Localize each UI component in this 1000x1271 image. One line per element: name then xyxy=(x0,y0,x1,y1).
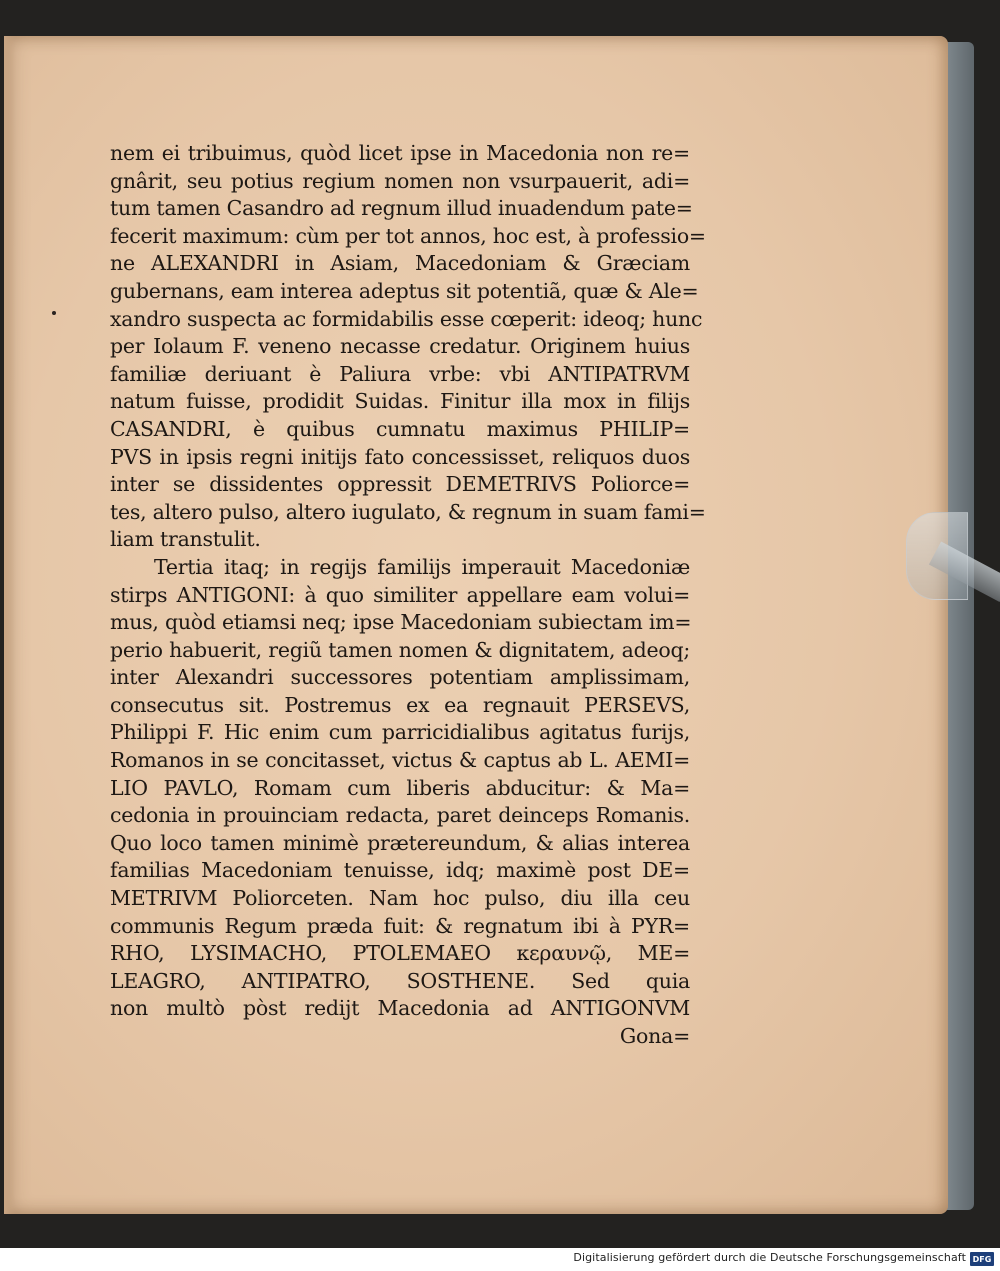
paragraph-start-line: Tertia itaq; in regijs familijs imperauit Macedoniæ xyxy=(154,554,690,579)
text-line: fecerit maximum: cùm per tot annos, hoc est, à professio= xyxy=(110,223,706,248)
text-line: per Iolaum F. veneno necasse credatur. Originem huius xyxy=(110,334,690,359)
footer-bar xyxy=(0,1248,1000,1271)
text-line: liam transtulit. xyxy=(110,527,261,552)
text-line: consecutus sit. Postremus ex ea regnauit PERSEVS, xyxy=(110,692,690,717)
text-line: tes, altero pulso, altero iugulato, & regnum in suam fami= xyxy=(110,499,706,524)
text-line: LEAGRO, ANTIPATRO, SOSTHENE. Sed quia xyxy=(110,968,690,993)
text-line: familiæ deriuant è Paliura vrbe: vbi ANTIPATRVM xyxy=(110,361,690,386)
ink-speck xyxy=(52,311,56,315)
text-line: familias Macedoniam tenuisse, idq; maximè post DE= xyxy=(110,858,690,883)
text-line: Quo loco tamen minimè prætereundum, & alias interea xyxy=(110,830,690,855)
text-line: gubernans, eam interea adeptus sit potentiã, quæ & Ale= xyxy=(110,278,699,303)
text-line: LIO PAVLO, Romam cum liberis abducitur: & Ma= xyxy=(110,775,690,800)
text-line: natum fuisse, prodidit Suidas. Finitur illa mox in filijs xyxy=(110,389,690,414)
text-line: Philippi F. Hic enim cum parricidialibus agitatus furijs, xyxy=(110,720,690,745)
text-line: tum tamen Casandro ad regnum illud inuadendum pate= xyxy=(110,196,693,221)
text-line: stirps ANTIGONI: à quo similiter appellare eam volui= xyxy=(110,582,690,607)
dfg-logo-icon: DFG xyxy=(970,1252,994,1266)
funding-credit: Digitalisierung gefördert durch die Deutsche Forschungsgemeinschaft xyxy=(573,1251,966,1264)
text-line: mus, quòd etiamsi neq; ipse Macedoniam subiectam im= xyxy=(110,610,692,635)
catchword: Gona= xyxy=(619,1024,690,1048)
text-line: nem ei tribuimus, quòd licet ipse in Macedonia non re= xyxy=(110,141,690,165)
text-line: CASANDRI, è quibus cumnatu maximus PHILIP= xyxy=(110,416,690,441)
text-line: Romanos in se concitasset, victus & captus ab L. AEMI= xyxy=(110,748,690,773)
text-line: non multò pòst redijt Macedonia ad ANTIGONVM xyxy=(110,996,690,1021)
text-line: xandro suspecta ac formidabilis esse cœperit: ideoq; hunc xyxy=(110,306,703,331)
text-line: ne ALEXANDRI in Asiam, Macedoniam & Græciam xyxy=(110,251,690,276)
text-line: cedonia in prouinciam redacta, paret deinceps Romanis. xyxy=(110,803,690,828)
text-line: communis Regum præda fuit: & regnatum ibi à PYR= xyxy=(110,913,690,938)
page-gutter-shadow xyxy=(4,36,16,1214)
page-text xyxy=(110,140,706,1051)
text-line: PVS in ipsis regni initijs fato concessisset, reliquos duos xyxy=(110,444,690,469)
text-line: inter Alexandri successores potentiam amplissimam, xyxy=(110,665,690,690)
text-line: perio habuerit, regiũ tamen nomen & dignitatem, adeoq; xyxy=(110,637,690,662)
text-line: inter se dissidentes oppressit DEMETRIVS Poliorce= xyxy=(110,472,690,497)
text-line: gnârit, seu potius regium nomen non vsurpauerit, adi= xyxy=(110,168,690,193)
text-line: METRIVM Poliorceten. Nam hoc pulso, diu illa ceu xyxy=(110,886,690,911)
text-line: RHO, LYSIMACHO, PTOLEMAEO κεραυνῷ, ME= xyxy=(110,941,690,966)
